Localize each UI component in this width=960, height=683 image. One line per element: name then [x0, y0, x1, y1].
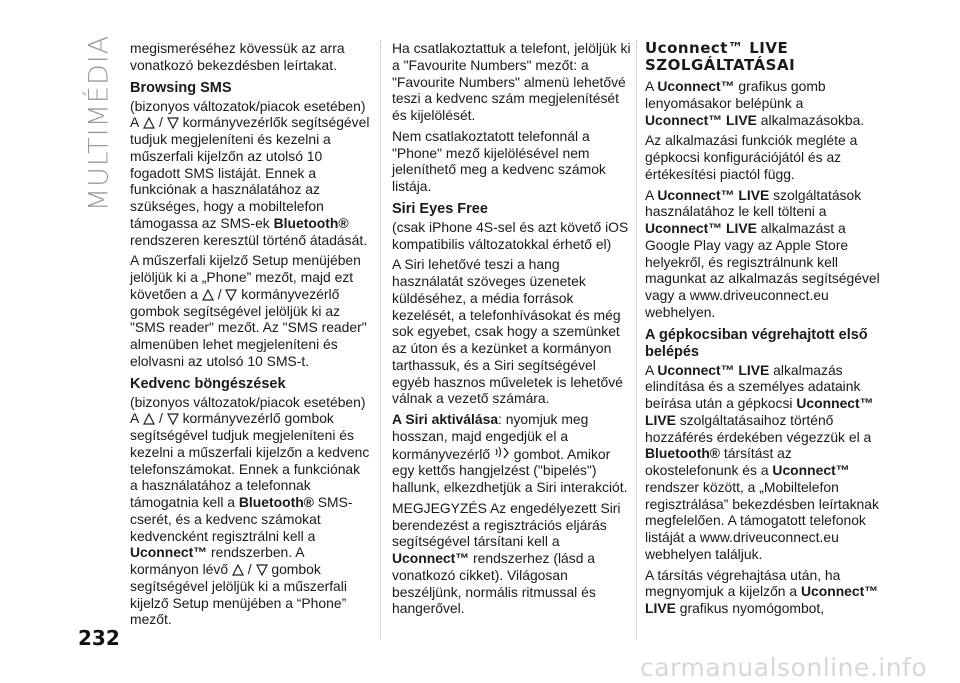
- favourites-paragraph: (bizonyos változatok/piacok esetében) A / kormányvezérlő gombok segítségével tudjuk megjeleníteni és kezelni a műszerfali kijelzőn a kedvenc telefonszámokat. Ennek a funkciónak a használatához a telefonnak támogatnia kell a Bluetooth® SMS-cserét, és a kedvenc számokat kedvencként regisztrálni kell a Uconnect™ rendszerben. A kormányon lévő / gombok segítségével jelöljük ki a műszerfali kijelző Setup menüjében a “Phone” mezőt.: [130, 393, 370, 628]
- live-download-paragraph: A Uconnect™ LIVE szolgáltatások használatához le kell tölteni a Uconnect™ LIVE alkalmazást a Google Play vagy az Apple Store helyekről, és regisztrálnunk kell magunkat az alkalmazás segítségével vagy a www.driveuconnect.eu webhelyen.: [645, 186, 880, 320]
- triangle-up-icon: [232, 564, 244, 576]
- column-divider: [636, 40, 637, 640]
- triangle-down-icon: [167, 413, 179, 425]
- heading-first-access: A gépkocsiban végrehajtott első belépés: [645, 326, 868, 360]
- pairing-paragraph: A társítás végrehajtása után, ha megnyomjuk a kijelzőn a Uconnect™ LIVE grafikus nyomógombot,: [645, 566, 879, 616]
- triangle-up-icon: [143, 117, 155, 129]
- first-access-paragraph: A Uconnect™ LIVE alkalmazás elindítása és a személyes adataink beírása után a gépkocsi Uconnect™ LIVE szolgáltatásaihoz történő hozzáférés érdekében végezzük el a Bluetooth® társítást az okostelefonunk és a Uconnect™ rendszer között, a „Mobiltelefon regisztrálása” bekezdésben leírtaknak megfelelően. A támogatott telefonok listáját a www.driveuconnect.eu webhelyen találjuk.: [645, 361, 879, 562]
- column-divider: [380, 40, 381, 640]
- favourites-not-connected-paragraph: Nem csatlakoztatott telefonnál a "Phone" mező kijelölésével nem jeleníthető meg a kedvenc számok listája.: [392, 127, 606, 194]
- live-intro-paragraph: A Uconnect™ grafikus gomb lenyomásakor belépünk a Uconnect™ LIVE alkalmazásokba.: [645, 78, 865, 128]
- watermark: carmanualsonline.info: [640, 653, 928, 682]
- section-side-title: MULTIMÉDIA: [83, 34, 115, 211]
- voice-command-icon: [494, 445, 510, 461]
- triangle-up-icon: [202, 289, 214, 301]
- setup-paragraph: A műszerfali kijelző Setup menüjében jelöljük ki a „Phone” mezőt, majd ezt követően a / kormányvezérlő gombok segítségével jelöljük ki az "SMS reader" mezőt. Az "SMS reader" almenüben lehet megjeleníteni és elolvasni az utolsó 10 SMS-t.: [130, 252, 367, 369]
- column-2: [392, 40, 632, 621]
- heading-browsing-sms: Browsing SMS: [130, 79, 232, 96]
- column-3: [645, 40, 880, 621]
- triangle-up-icon: [143, 413, 155, 425]
- page-number: 232: [78, 626, 120, 650]
- favourites-connected-paragraph: Ha csatlakoztattuk a telefont, jelöljük ki a "Favourite Numbers" mezőt: a "Favourite Numbers" almenü lehetővé teszi a kedvenc szám megjelenítését és kijelölését.: [392, 40, 631, 123]
- heading-favourites: Kedvenc böngészések: [130, 375, 286, 392]
- live-availability-paragraph: Az alkalmazási funkciók megléte a gépkocsi konfigurációjától és az értékesítési piactól függ.: [645, 132, 858, 182]
- siri-activation-paragraph: A Siri aktiválása: nyomjuk meg hosszan, majd engedjük el a kormányvezérlő gombot. Amikor egy kettős hangjelzést ("bipelés") hallunk, elkezdhetjük a Siri interakciót.: [392, 411, 628, 495]
- siri-note-paragraph: MEGJEGYZÉS Az engedélyezett Siri berendezést a regisztrációs eljárás segítségével társítani kell a Uconnect™ rendszerhez (lásd a vonatkozó cikket). Világosan beszéljünk, normális ritmussal és hangerővel.: [392, 499, 621, 617]
- column-1: [130, 40, 370, 632]
- heading-siri-eyes-free: Siri Eyes Free: [392, 200, 488, 217]
- triangle-down-icon: [167, 117, 179, 129]
- heading-uconnect-live-services: Uconnect™ LIVE SZOLGÁLTATÁSAI: [645, 39, 796, 74]
- intro-paragraph: megismeréséhez kövessük az arra vonatkozó bekezdésben leírtakat.: [130, 40, 345, 73]
- sms-paragraph: (bizonyos változatok/piacok esetében) A / kormányvezérlők segítségével tudjuk megjeleníteni és kezelni a műszerfali kijelzőn az utolsó 10 fogadott SMS listáját. Ennek a funkciónak a használatához az szükséges, hogy a mobiltelefon támogassa az SMS-ek Bluetooth® rendszeren keresztül történő átadását.: [130, 97, 370, 248]
- siri-description-paragraph: A Siri lehetővé teszi a hang használatát szöveges üzenetek küldéséhez, a média források kezelését, a telefonhívásokat és még sok egyebet, csak hogy a szemünket az úton és a kezünket a kormányon tarthassuk, és a Siri segítségével egyéb hasznos műveletek is lehetővé válnak a vezető számára.: [392, 256, 623, 407]
- triangle-down-icon: [256, 564, 268, 576]
- triangle-down-icon: [225, 289, 237, 301]
- siri-compat-paragraph: (csak iPhone 4S-sel és azt követő iOS kompatibilis változatokkal érhető el): [392, 218, 629, 252]
